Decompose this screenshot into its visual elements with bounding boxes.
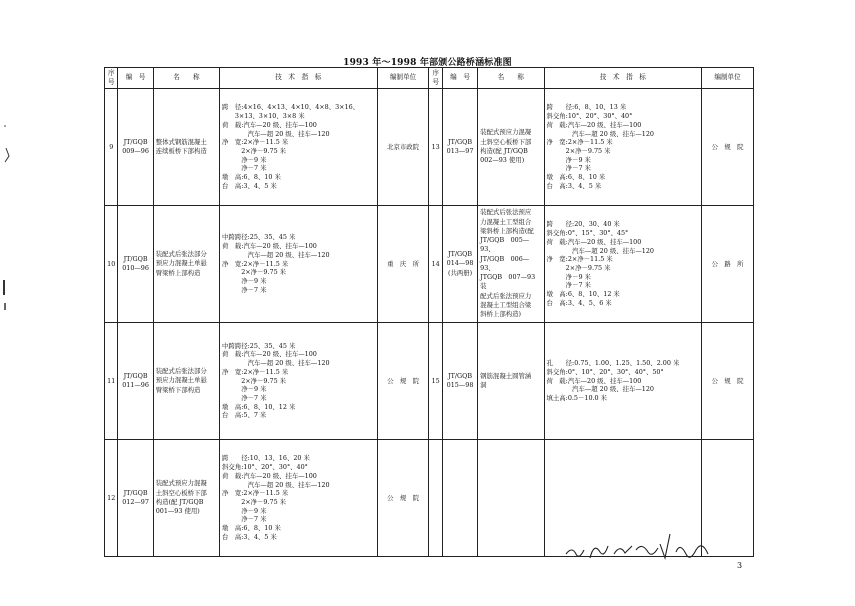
spec-cell-line: 净－9 米 <box>546 272 591 281</box>
spec-cell-line: 荷 载:汽车—20 级、挂车—100 <box>222 471 317 480</box>
spec-cell-line: 净－9 米 <box>222 276 267 285</box>
spec-cell-line: 斜交角:10°、20°、30°、40° <box>546 112 633 121</box>
spec-cell-line: 净 宽:2×净－11.5 米 <box>546 138 613 147</box>
name-cell-line: 001—93 使用) <box>155 507 200 516</box>
code-cell <box>442 439 477 556</box>
header-spec: 技 术 指 标 <box>220 68 378 89</box>
code-cell-line: JT/GQB <box>123 254 148 263</box>
name-cell-line: 预应力混凝土单悬 <box>155 376 207 385</box>
spec-cell-line: 2×净－9.75 米 <box>222 497 287 506</box>
header-code: 编 号 <box>118 68 153 89</box>
spec-cell-line: 汽车—超 20 级、挂车—120 <box>222 480 330 489</box>
spec-cell-line: 汽车—超 20 级、挂车—120 <box>546 246 654 255</box>
spec-cell-line: 墩 高:6、8、10 米 <box>222 524 281 533</box>
name-cell-line: 力混凝土工型组合 <box>480 217 532 226</box>
code-cell <box>442 88 477 205</box>
table-body <box>105 88 754 556</box>
seq-cell: 9 <box>105 88 118 205</box>
name-cell <box>153 322 219 439</box>
seq-cell: 10 <box>105 205 118 322</box>
code-cell-line: JT/GQB <box>448 371 473 380</box>
seq-cell: 11 <box>105 322 118 439</box>
standards-table <box>104 67 754 557</box>
spec-cell-line: 汽车—超 20 级、挂车—120 <box>222 129 330 138</box>
code-cell-line: JT/GQB <box>123 488 148 497</box>
code-cell-line: 010—96 <box>122 263 149 272</box>
table-header-row <box>105 68 754 89</box>
spec-cell-line: 净 宽:2×净－11.5 米 <box>222 489 289 498</box>
unit-cell: 公 路 所 <box>702 205 754 322</box>
code-cell-line: 014—98 <box>446 259 474 268</box>
name-cell-line: JTGQB 007—93 装 <box>480 273 536 291</box>
code-cell <box>442 322 477 439</box>
name-cell-line: 002—93 使用) <box>480 156 525 165</box>
code-cell <box>118 322 153 439</box>
name-cell-line: 装配式预应力混凝 <box>155 479 207 488</box>
header-code: 编 号 <box>442 68 477 89</box>
spec-cell-line: 净－9 米 <box>546 155 591 164</box>
seq-cell: 12 <box>105 439 118 556</box>
spec-cell-line: 填土高:0.5－10.0 米 <box>546 393 608 402</box>
spec-cell-line: 净－9 米 <box>222 155 267 164</box>
name-cell <box>153 439 219 556</box>
header-seq: 序号 <box>105 68 118 89</box>
code-cell <box>118 205 153 322</box>
spec-cell-line: 汽车—超 20 级、挂车—120 <box>546 129 654 138</box>
spec-cell-line: 斜交角:10°、20°、30°、40° <box>222 463 308 472</box>
spec-cell-line: 孔 径:0.75、1.00、1.25、1.50、2.00 米 <box>546 359 680 368</box>
name-cell-line: 混凝土工型组合梁 <box>480 301 532 310</box>
spec-cell <box>220 205 378 322</box>
name-cell <box>478 322 544 439</box>
spec-cell-line: 墩 高:6、8、10 米 <box>222 173 281 182</box>
name-cell <box>153 88 219 205</box>
name-cell-line: 装配式后张法预应 <box>480 208 532 217</box>
header-name: 名 称 <box>478 68 544 89</box>
spec-cell-line: 斜交角:0°、15°、30°、45° <box>546 229 629 238</box>
name-cell-line: JT/GQB 006—93、 <box>480 254 530 272</box>
scan-edge-marks <box>0 120 14 450</box>
name-cell-line: 土斜空心板桥下部 <box>155 488 207 497</box>
spec-cell-line: 跨 径:4×16、4×13、4×10、4×8、3×16、 <box>222 103 360 112</box>
name-cell-line: 装配式后张法部分 <box>155 249 207 258</box>
spec-cell-line: 荷 载:汽车—20 级、挂车—100 <box>222 350 317 359</box>
code-cell-line: 015—98 <box>446 380 474 389</box>
code-cell-line: (共两册) <box>447 268 473 277</box>
spec-cell-line: 汽车—超 20 级、挂车—120 <box>222 359 330 368</box>
header-spec: 技 术 指 标 <box>544 68 702 89</box>
name-cell-line: 连续板桥下部构造 <box>155 146 207 155</box>
seq-cell: 15 <box>429 322 442 439</box>
spec-cell-line: 净－9 米 <box>222 506 267 515</box>
spec-cell <box>220 88 378 205</box>
table-row <box>105 88 754 205</box>
spec-cell-line: 墩 高:6、8、10 米 <box>546 173 606 182</box>
seq-cell: 14 <box>429 205 442 322</box>
spec-cell-line: 荷 载:汽车—20 级、挂车—100 <box>546 120 642 129</box>
spec-cell-line: 净－7 米 <box>222 515 267 524</box>
code-cell <box>442 205 477 322</box>
code-cell-line: JT/GQB <box>448 249 473 258</box>
spec-cell-line: 跨 径:6、8、10、13 米 <box>546 103 627 112</box>
code-cell-line: 011—96 <box>122 380 149 389</box>
spec-cell-line: 净－9 米 <box>222 385 267 394</box>
code-cell-line: JT/GQB <box>123 137 148 146</box>
name-cell-line: 装配式预应力混凝 <box>480 128 532 137</box>
name-cell <box>478 439 544 556</box>
spec-cell-line: 2×净－9.75 米 <box>546 263 611 272</box>
header-unit: 编制单位 <box>377 68 429 89</box>
spec-cell-line: 净－7 米 <box>546 281 591 290</box>
spec-cell-line: 中跨跨径:25、35、45 米 <box>222 341 296 350</box>
header-name: 名 称 <box>153 68 219 89</box>
spec-cell-line: 台 高:5、7 米 <box>222 411 267 420</box>
code-cell <box>118 88 153 205</box>
spec-cell-line: 中跨跨径:25、35、45 米 <box>222 233 296 242</box>
unit-cell: 北京市政院 <box>377 88 429 205</box>
page-number: 3 <box>737 561 743 570</box>
spec-cell-line: 荷 载:汽车—20 级、挂车—100 <box>222 120 317 129</box>
code-cell-line: 013—97 <box>446 146 474 155</box>
spec-cell-line: 2×净－9.75 米 <box>546 146 611 155</box>
name-cell-line: 预应力混凝土单悬 <box>155 259 207 268</box>
spec-cell-line: 斜交角:0°、10°、20°、30°、40°、50° <box>546 367 664 376</box>
code-cell-line: 009—96 <box>122 146 149 155</box>
spec-cell-line: 净－7 米 <box>546 164 591 173</box>
header-seq: 序号 <box>429 68 442 89</box>
table-row <box>105 205 754 322</box>
code-cell <box>118 439 153 556</box>
code-cell-line: JT/GQB <box>123 371 148 380</box>
handwritten-signature <box>562 524 712 574</box>
spec-cell <box>220 322 378 439</box>
name-cell-line: 钢筋混凝土圆管涵 <box>480 371 532 380</box>
name-cell-line: 斜桥上部构造) <box>480 310 521 319</box>
unit-cell: 公 规 院 <box>377 322 429 439</box>
unit-cell: 公 规 院 <box>702 88 754 205</box>
unit-cell: 公 规 院 <box>702 322 754 439</box>
spec-cell-line: 台 高:3、4、5 米 <box>222 532 277 541</box>
spec-cell-line: 净－7 米 <box>222 393 267 402</box>
name-cell-line: 构造(配 JT/GQB <box>155 497 204 506</box>
name-cell-line: 装配式后张法部分 <box>155 366 207 375</box>
spec-cell-line: 汽车—超 20 级、挂车—120 <box>222 250 330 259</box>
spec-cell <box>544 205 702 322</box>
spec-cell <box>544 322 702 439</box>
unit-cell: 公 规 院 <box>377 439 429 556</box>
header-unit: 编制单位 <box>702 68 754 89</box>
spec-cell-line: 台 高:3、4、5、6 米 <box>546 298 612 307</box>
page-title: 1993 年～1998 年部颁公路桥涵标准图 <box>343 58 512 68</box>
seq-cell: 13 <box>429 88 442 205</box>
spec-cell <box>544 88 702 205</box>
spec-cell-line: 汽车—超 20 级、挂车—120 <box>546 385 654 394</box>
spec-cell-line: 荷 载:汽车—20 级、挂车—100 <box>546 237 642 246</box>
name-cell-line: 整体式钢筋混凝土 <box>155 137 207 146</box>
unit-cell: 重 庆 所 <box>377 205 429 322</box>
spec-cell-line: 净 宽:2×净－11.5 米 <box>546 255 613 264</box>
name-cell <box>478 88 544 205</box>
name-cell-line: 构造(配 JT/GQB <box>480 146 528 155</box>
spec-cell-line: 墩 高:6、8、10、12 米 <box>546 290 620 299</box>
name-cell-line: 臂梁桥下部构造 <box>155 385 201 394</box>
name-cell <box>478 205 544 322</box>
spec-cell-line: 2×净－9.75 米 <box>222 146 287 155</box>
name-cell-line: 臂梁桥上部构造 <box>155 268 201 277</box>
spec-cell-line: 3×13、3×10、3×8 米 <box>222 112 305 121</box>
table-row <box>105 322 754 439</box>
spec-cell-line: 2×净－9.75 米 <box>222 376 287 385</box>
spec-cell-line: 净 宽:2×净－11.5 米 <box>222 367 289 376</box>
spec-cell <box>220 439 378 556</box>
name-cell-line: JT/GQB 005—93、 <box>480 236 530 254</box>
spec-cell-line: 净 宽:2×净－11.5 米 <box>222 259 289 268</box>
name-cell <box>153 205 219 322</box>
spec-cell-line: 墩 高:6、8、10、12 米 <box>222 402 296 411</box>
spec-cell-line: 跨 径:20、30、40 米 <box>546 220 620 229</box>
spec-cell-line: 荷 载:汽车—20 级、挂车—100 <box>222 242 317 251</box>
spec-cell-line: 净－7 米 <box>222 285 267 294</box>
spec-cell-line: 台 高:3、4、5 米 <box>546 181 602 190</box>
spec-cell-line: 荷 载:汽车—20 级、挂车—100 <box>546 376 642 385</box>
code-cell-line: JT/GQB <box>448 137 473 146</box>
spec-cell-line: 2×净－9.75 米 <box>222 268 287 277</box>
name-cell-line: 洞 <box>480 380 487 389</box>
name-cell-line: 土斜空心板桥下部 <box>480 137 532 146</box>
spec-cell-line: 净－7 米 <box>222 164 267 173</box>
spec-cell-line: 跨 径:10、13、16、20 米 <box>222 454 310 463</box>
spec-cell-line: 台 高:3、4、5 米 <box>222 181 277 190</box>
name-cell-line: 梁斜桥上部构造(配 <box>480 226 534 235</box>
spec-cell-line: 净 宽:2×净－11.5 米 <box>222 138 289 147</box>
name-cell-line: 配式后张法预应力 <box>480 291 532 300</box>
seq-cell <box>429 439 442 556</box>
code-cell-line: 012—97 <box>122 497 149 506</box>
